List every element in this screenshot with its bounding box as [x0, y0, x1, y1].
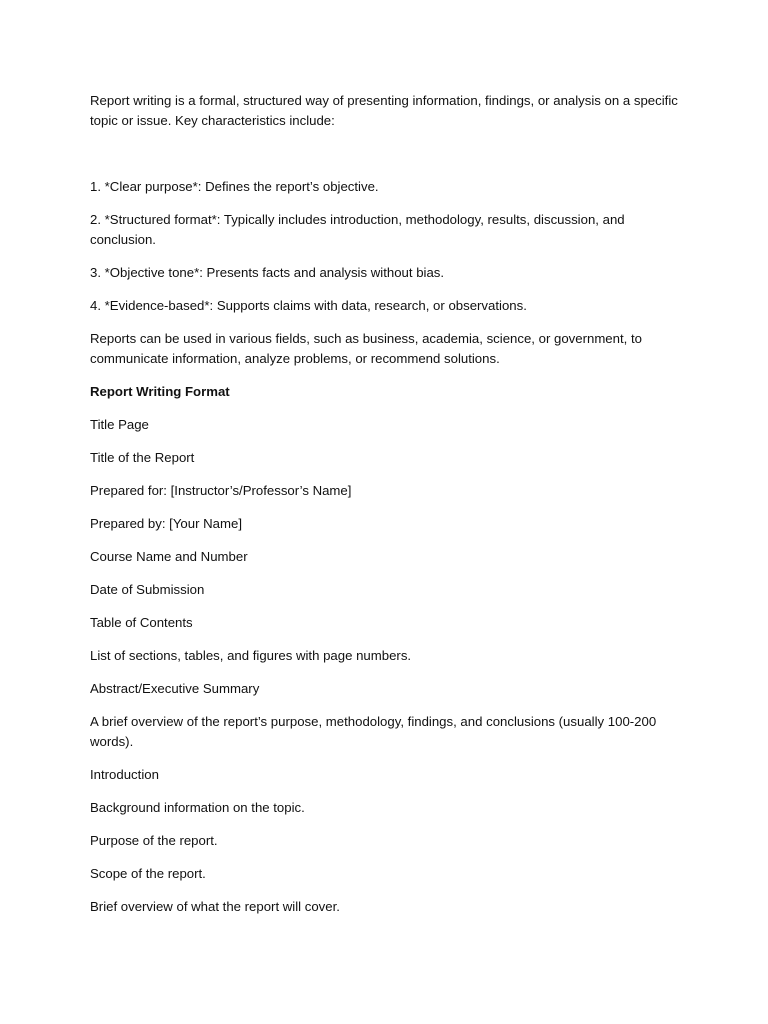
format-line: Title Page: [90, 417, 149, 432]
format-heading: Report Writing Format: [90, 384, 230, 399]
document-body: [90, 91, 680, 930]
characteristic-item: 4. *Evidence-based*: Supports claims with data, research, or observations.: [90, 298, 527, 313]
format-line: Introduction: [90, 767, 159, 782]
format-line: Scope of the report.: [90, 866, 206, 881]
characteristic-item: 1. *Clear purpose*: Defines the report’s objective.: [90, 179, 379, 194]
format-line: A brief overview of the report’s purpose, methodology, findings, and conclusions (usually 100-200 words).: [90, 714, 657, 749]
intro-paragraph: Report writing is a formal, structured way of presenting information, findings, or analysis on a specific topic or issue. Key characteristics include:: [90, 93, 678, 128]
format-line: Title of the Report: [90, 450, 195, 465]
format-line: Prepared by: [Your Name]: [90, 516, 242, 531]
format-line: Date of Submission: [90, 582, 205, 597]
format-line: Brief overview of what the report will cover.: [90, 899, 340, 914]
characteristic-item: 2. *Structured format*: Typically includes introduction, methodology, results, discussion, and conclusion.: [90, 212, 625, 247]
format-line: Purpose of the report.: [90, 833, 218, 848]
format-line: Background information on the topic.: [90, 800, 305, 815]
format-line: Abstract/Executive Summary: [90, 681, 260, 696]
format-line: Prepared for: [Instructor’s/Professor’s Name]: [90, 483, 352, 498]
format-line: Course Name and Number: [90, 549, 248, 564]
format-line: List of sections, tables, and figures with page numbers.: [90, 648, 412, 663]
usage-paragraph: Reports can be used in various fields, such as business, academia, science, or government, to communicate information, analyze problems, or recommend solutions.: [90, 331, 642, 366]
characteristic-item: 3. *Objective tone*: Presents facts and analysis without bias.: [90, 265, 445, 280]
format-line: Table of Contents: [90, 615, 193, 630]
